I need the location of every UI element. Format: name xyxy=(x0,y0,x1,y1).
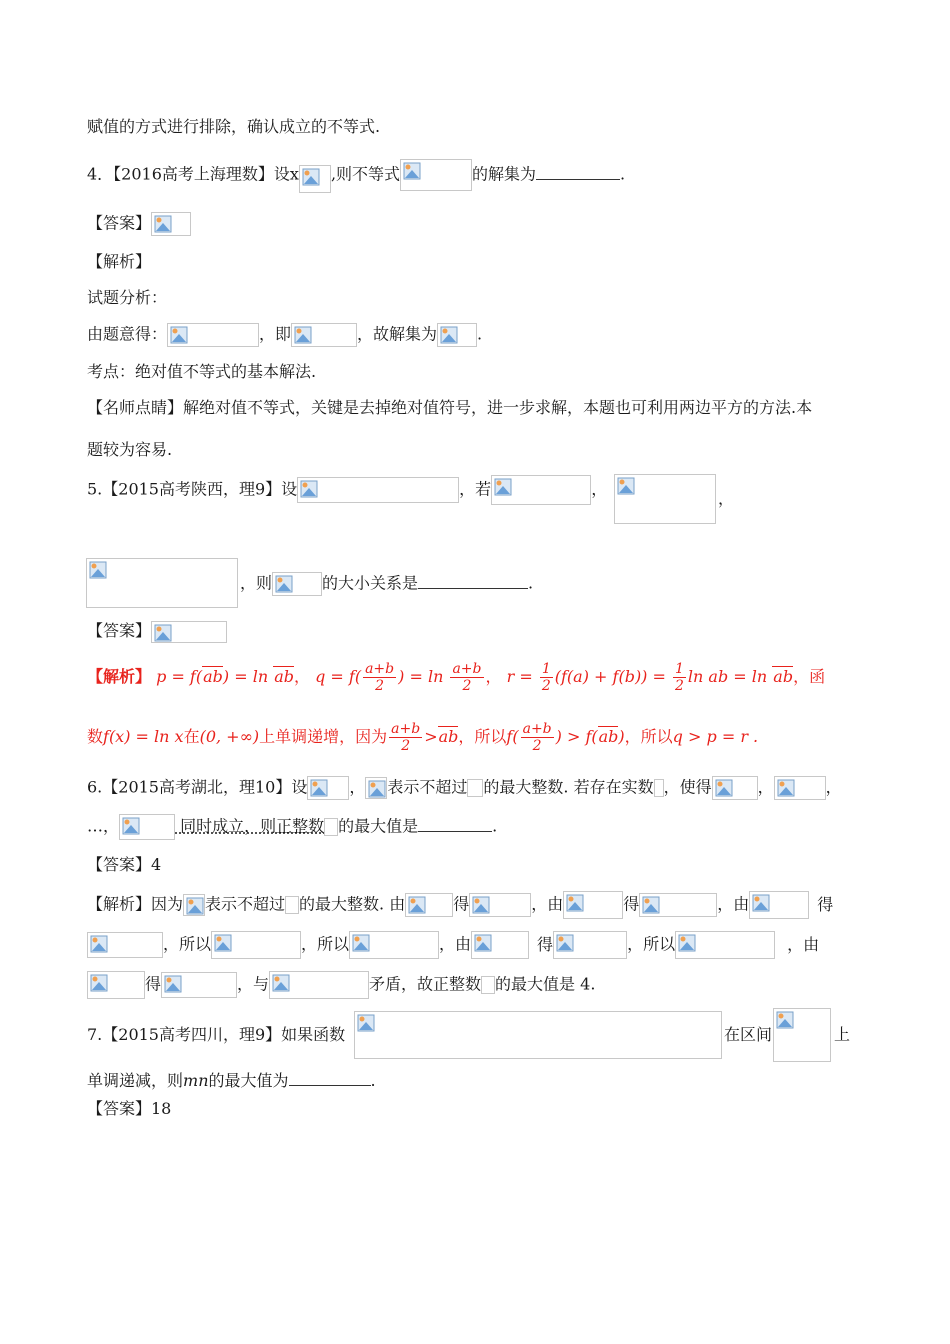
formula-image xyxy=(749,891,809,919)
broken-image-icon xyxy=(352,934,370,952)
formula-image xyxy=(471,931,529,959)
fraction: $\frac{a+b}{2}$ xyxy=(391,721,421,754)
q7-answer: 【答案】18 xyxy=(87,1099,172,1118)
formula-image xyxy=(161,972,237,998)
q6-analysis-line-3: 得 ，与 矛盾，故正整数 的最大值是 4. xyxy=(87,971,595,999)
broken-image-icon xyxy=(90,935,108,953)
formula-image xyxy=(349,931,439,959)
broken-image-icon xyxy=(368,780,386,798)
formula-image xyxy=(299,165,331,193)
q4-analysis-label: 【解析】 xyxy=(87,252,152,271)
broken-image-icon xyxy=(170,326,188,344)
formula-image xyxy=(614,474,716,524)
q4-teacher-note-2: 题较为容易. xyxy=(87,440,173,459)
broken-image-icon xyxy=(272,974,290,992)
formula-image xyxy=(86,558,238,608)
broken-image-icon xyxy=(494,478,512,496)
broken-image-icon xyxy=(715,779,733,797)
broken-image-icon xyxy=(678,934,696,952)
formula-image xyxy=(469,893,531,917)
broken-image-icon xyxy=(556,934,574,952)
formula-image xyxy=(481,976,495,994)
q7-mid: 在区间 xyxy=(724,1025,773,1044)
broken-image-icon xyxy=(122,817,140,835)
formula-image xyxy=(553,931,627,959)
broken-image-icon xyxy=(310,779,328,797)
answer-blank xyxy=(289,1071,371,1086)
q4-analysis-sub: 试题分析： xyxy=(87,288,168,307)
broken-image-icon xyxy=(294,326,312,344)
formula-image xyxy=(87,932,163,958)
q6-analysis-line-2: ，所以 ，所以 ，由 得 ，所以 ，由 xyxy=(87,931,819,959)
q4-teacher-note-1: 【名师点睛】解绝对值不等式，关键是去掉绝对值符号，进一步求解，本题也可利用两边平方的方法.本 xyxy=(87,398,813,417)
broken-image-icon xyxy=(300,480,318,498)
broken-image-icon xyxy=(752,894,770,912)
question-6: 6.【2015高考湖北，理10】设 ， 表示不超过 的最大整数. 若存在实数 ，使得 ， ， xyxy=(87,776,842,800)
formula-image xyxy=(712,776,758,800)
broken-image-icon xyxy=(154,215,172,233)
q6-analysis-line-1: 【解析】因为 表示不超过 的最大整数. 由 得 ，由 得 ，由 得 xyxy=(87,891,833,919)
broken-image-icon xyxy=(302,168,320,186)
broken-image-icon xyxy=(154,624,172,642)
q7-line-2: 单调递减，则mn的最大值为 . xyxy=(87,1071,376,1090)
formula-image xyxy=(654,779,664,797)
formula-image xyxy=(773,1008,831,1062)
fraction: $\frac{a+b}{2}$ xyxy=(522,721,552,754)
q5-line-2: ，则 的大小关系是 . xyxy=(240,572,533,596)
formula-image xyxy=(405,893,453,917)
q4-point: 考点：绝对值不等式的基本解法. xyxy=(87,362,317,381)
q5-analysis-line-1: 【解析】 p = f(ab) = ln ab， q = f( $\frac{a+b}{2}$ ) = ln $\frac{a+b}{2}$ ， r = $\frac{1}{2}$ (f(a) + f(b)) = $\frac{1}{2}$ ln ab = ln ab，函 xyxy=(87,661,826,694)
formula-image xyxy=(167,323,259,347)
paragraph-intro: 赋值的方式进行排除，确认成立的不等式. xyxy=(87,117,381,136)
fraction: $\frac{a+b}{2}$ xyxy=(452,661,482,694)
broken-image-icon xyxy=(403,162,421,180)
q7-end-char: 上 xyxy=(834,1025,851,1044)
q5-answer: 【答案】 xyxy=(87,620,227,643)
q6-answer: 【答案】4 xyxy=(87,855,162,874)
formula-image xyxy=(87,971,145,999)
formula-image xyxy=(119,814,175,840)
q4-answer: 【答案】 xyxy=(87,212,191,236)
q5-comma: ， xyxy=(718,489,735,508)
broken-image-icon xyxy=(357,1014,375,1032)
formula-image xyxy=(285,896,299,914)
answer-blank xyxy=(536,165,620,180)
broken-image-icon xyxy=(408,896,426,914)
broken-image-icon xyxy=(186,897,204,915)
broken-image-icon xyxy=(777,779,795,797)
formula-image xyxy=(291,323,357,347)
broken-image-icon xyxy=(214,934,232,952)
q4-analysis-line: 由题意得： ，即 ，故解集为 . xyxy=(87,323,482,347)
formula-image xyxy=(491,475,591,505)
broken-image-icon xyxy=(89,561,107,579)
question-7: 7.【2015高考四川，理9】如果函数 xyxy=(87,1025,346,1044)
formula-image xyxy=(467,779,483,797)
question-5: 5.【2015高考陕西，理9】设 ，若 ， xyxy=(87,475,607,505)
formula-image xyxy=(365,777,387,799)
formula-image xyxy=(297,477,459,503)
formula-image xyxy=(563,891,623,919)
broken-image-icon xyxy=(776,1011,794,1029)
broken-image-icon xyxy=(566,894,584,912)
broken-image-icon xyxy=(472,896,490,914)
broken-image-icon xyxy=(617,477,635,495)
formula-image xyxy=(272,572,322,596)
broken-image-icon xyxy=(642,896,660,914)
formula-image xyxy=(307,776,349,800)
formula-image xyxy=(269,971,369,999)
formula-image xyxy=(639,893,717,917)
formula-image xyxy=(183,894,205,916)
formula-image xyxy=(324,818,338,836)
formula-image xyxy=(151,212,191,236)
broken-image-icon xyxy=(90,974,108,992)
formula-image xyxy=(675,931,775,959)
fraction: $\frac{1}{2}$ xyxy=(541,661,551,694)
broken-image-icon xyxy=(275,575,293,593)
broken-image-icon xyxy=(164,975,182,993)
answer-blank xyxy=(418,817,492,832)
broken-image-icon xyxy=(474,934,492,952)
fraction: $\frac{a+b}{2}$ xyxy=(365,661,395,694)
formula-image xyxy=(437,323,477,347)
fraction: $\frac{1}{2}$ xyxy=(675,661,684,694)
formula-image xyxy=(400,159,472,191)
q5-analysis-line-2: 数f(x) = ln x在(0, +∞)上单调递增，因为 $\frac{a+b}{2}$ >ab，所以f( $\frac{a+b}{2}$ ) > f(ab)，所以q > p = r . xyxy=(87,721,759,754)
formula-image xyxy=(151,621,227,643)
q6-line-2: …， 同时成立，则正整数 的最大值是 . xyxy=(87,814,497,840)
broken-image-icon xyxy=(440,326,458,344)
question-4: 4．【2016高考上海理数】设x ,则不等式 的解集为 . xyxy=(87,157,625,193)
formula-image xyxy=(774,776,826,800)
formula-image xyxy=(354,1011,722,1059)
formula-image xyxy=(211,931,301,959)
answer-blank xyxy=(418,574,528,589)
